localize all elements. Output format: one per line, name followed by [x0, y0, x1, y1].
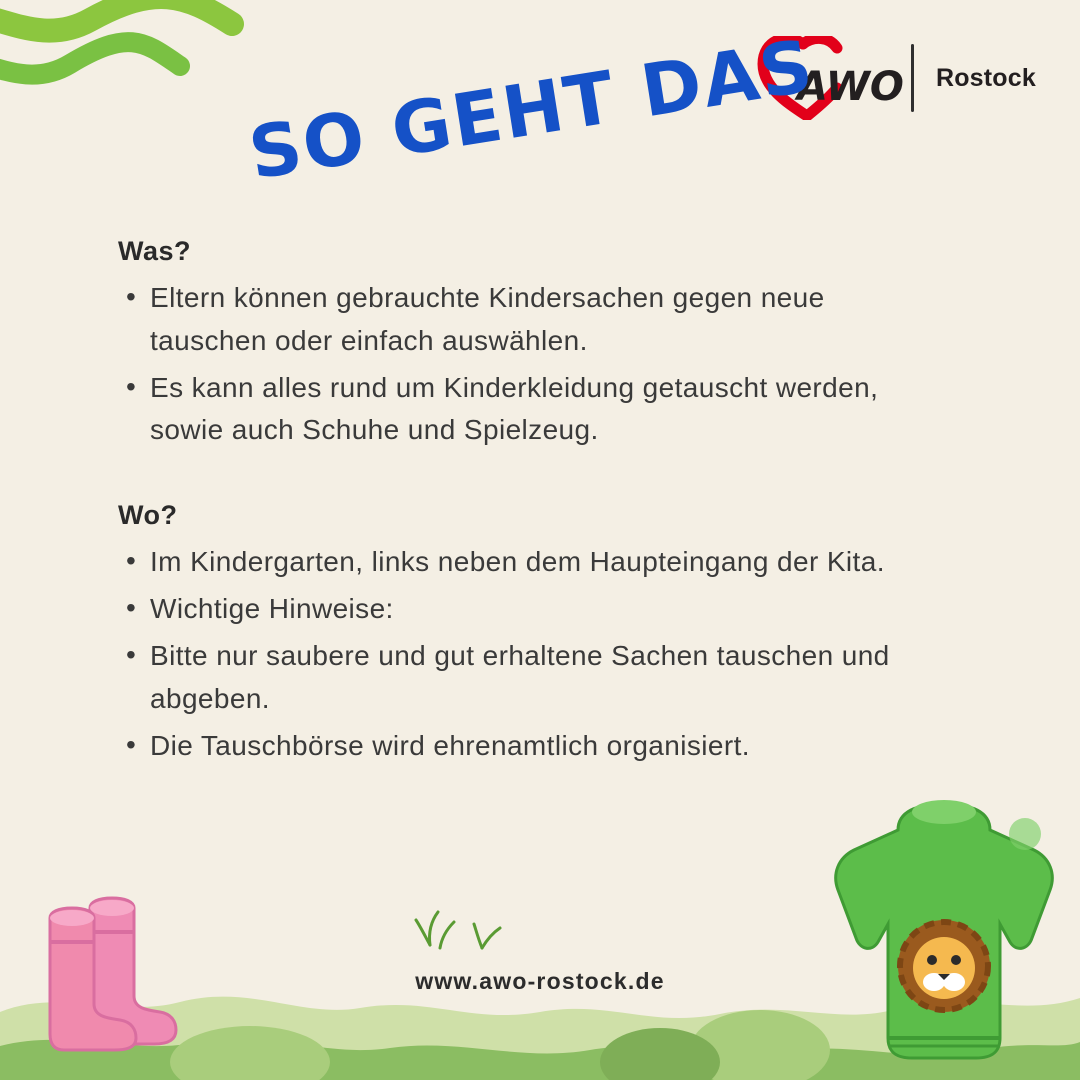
website-url[interactable]: www.awo-rostock.de — [415, 968, 665, 994]
list-item: • Eltern können gebrauchte Kindersachen gegen neue tauschen oder einfach auswählen. — [118, 277, 948, 363]
awo-wordmark: AWO — [796, 64, 903, 110]
content-body — [118, 236, 948, 771]
list-item: • Im Kindergarten, links neben dem Haupteingang der Kita. — [118, 541, 948, 584]
section-list-was — [118, 277, 948, 452]
section-title-was: Was? — [118, 236, 192, 266]
page-title: SO GEHT DAS — [243, 23, 820, 196]
logo-city-label: Rostock — [935, 63, 1036, 92]
list-item: • Die Tauschbörse wird ehrenamtlich organisiert. — [118, 725, 948, 768]
section-list-wo — [118, 541, 948, 767]
sweater-illustration — [820, 790, 1070, 1080]
logo-divider — [911, 44, 914, 112]
section-title-wo: Wo? — [118, 500, 178, 531]
grass-tuft-icon — [410, 890, 530, 950]
list-item: • Bitte nur saubere und gut erhaltene Sachen tauschen und abgeben. — [118, 635, 948, 721]
list-item: • Es kann alles rund um Kinderkleidung getauscht werden, sowie auch Schuhe und Spielzeug. — [118, 367, 948, 453]
list-item: • Wichtige Hinweise: — [118, 588, 948, 631]
section-spacer — [118, 456, 948, 500]
